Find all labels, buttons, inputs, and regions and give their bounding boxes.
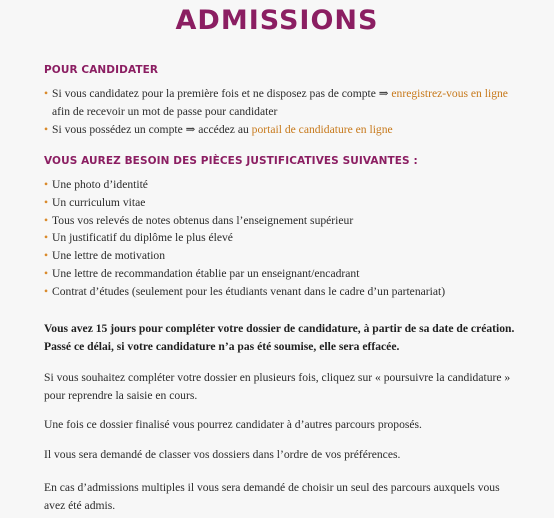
heading-apply: POUR CANDIDATER bbox=[44, 64, 159, 76]
order-notice: Il vous sera demandé de classer vos dossiers dans l’ordre de vos préférences. bbox=[44, 448, 401, 461]
list-item bbox=[44, 194, 524, 212]
apply-item2-text: Si vous possédez un compte ⇒ accédez au bbox=[52, 122, 252, 136]
register-online-link[interactable]: enregistrez-vous en ligne bbox=[391, 87, 508, 100]
bullet-icon: • bbox=[44, 195, 49, 209]
apply-item1-continuation: afin de recevoir un mot de passe pour candidater bbox=[52, 104, 278, 118]
list-item bbox=[44, 229, 524, 247]
list-item bbox=[44, 85, 524, 121]
bullet-icon: • bbox=[44, 249, 49, 263]
bullet-icon: • bbox=[44, 231, 49, 245]
apply-list bbox=[44, 85, 524, 138]
finalized-notice: Une fois ce dossier finalisé vous pourrez candidater à d’autres parcours proposés. bbox=[44, 418, 422, 431]
bullet-icon: • bbox=[44, 178, 49, 191]
bullet-icon: • bbox=[44, 266, 49, 280]
document-item: Une lettre de motivation bbox=[52, 249, 166, 263]
document-item: Une lettre de recommandation établie par un enseignant/encadrant bbox=[52, 266, 360, 280]
document-item: Tous vos relevés de notes obtenus dans l’enseignement supérieur bbox=[52, 213, 354, 227]
list-item bbox=[44, 121, 524, 139]
heading-documents: VOUS AUREZ BESOIN DES PIÈCES JUSTIFICATIVES SUIVANTES : bbox=[44, 155, 418, 167]
list-item bbox=[44, 212, 524, 230]
bullet-icon: • bbox=[44, 284, 49, 298]
list-item bbox=[44, 176, 524, 194]
apply-item1-text: Si vous candidatez pour la première fois et ne disposez pas de compte ⇒ bbox=[52, 87, 392, 100]
list-item bbox=[44, 283, 524, 301]
list-item bbox=[44, 265, 524, 283]
resume-instructions: Si vous souhaitez compléter votre dossier en plusieurs fois, cliquez sur « poursuivre la candidature » pour reprendre la saisie en cours. bbox=[44, 371, 511, 402]
page-title: ADMISSIONS bbox=[175, 5, 379, 36]
list-item bbox=[44, 247, 524, 265]
multiple-admissions-notice: En cas d’admissions multiples il vous sera demandé de choisir un seul des parcours auxquels vous avez été admis. bbox=[44, 481, 500, 512]
document-item: Un curriculum vitae bbox=[52, 195, 146, 209]
bullet-icon: • bbox=[44, 213, 49, 227]
bullet-icon: • bbox=[44, 87, 49, 100]
documents-list bbox=[44, 176, 524, 301]
bullet-icon: • bbox=[44, 122, 49, 136]
document-item: Une photo d’identité bbox=[52, 178, 148, 191]
document-item: Contrat d’études (seulement pour les étudiants venant dans le cadre d’un partenariat) bbox=[52, 284, 446, 298]
deadline-notice: Vous avez 15 jours pour compléter votre dossier de candidature, à partir de sa date de création. Passé ce délai, si votre candidature n’a pas été soumise, elle sera effacée. bbox=[44, 322, 515, 353]
document-item: Un justificatif du diplôme le plus élevé bbox=[52, 231, 233, 245]
application-portal-link[interactable]: portail de candidature en ligne bbox=[251, 122, 393, 136]
